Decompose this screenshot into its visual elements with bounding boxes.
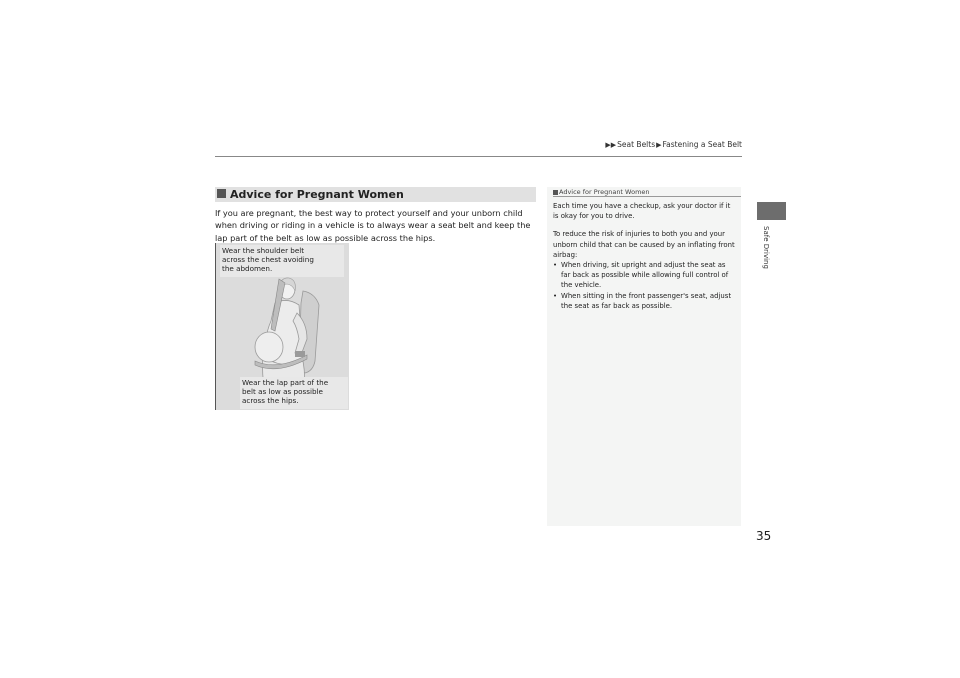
callout-lap-belt bbox=[240, 377, 348, 409]
note-divider bbox=[553, 196, 741, 197]
note-marker-icon bbox=[553, 190, 558, 195]
callout-line: the abdomen. bbox=[222, 264, 273, 273]
callout-shoulder-belt bbox=[220, 245, 344, 277]
note-title-text: Advice for Pregnant Women bbox=[559, 188, 650, 196]
note-bullet bbox=[553, 260, 737, 291]
breadcrumb-arrow-icon: ▶ bbox=[656, 141, 662, 149]
note-body bbox=[553, 201, 737, 311]
illustration-border bbox=[215, 243, 216, 410]
note-bullet bbox=[553, 291, 737, 311]
callout-line: across the chest avoiding bbox=[222, 255, 314, 264]
note-bullet-text: When sitting in the front passenger's seat, adjust the seat as far back as possible. bbox=[561, 291, 732, 310]
section-title: Advice for Pregnant Women bbox=[230, 188, 404, 201]
callout-line: Wear the lap part of the bbox=[242, 378, 329, 387]
note-paragraph: Each time you have a checkup, ask your doctor if it is okay for you to drive. bbox=[553, 202, 731, 221]
note-paragraph: To reduce the risk of injuries to both you and your unborn child that can be caused by an inflating front airbag: bbox=[553, 230, 735, 259]
note-bullet-text: When driving, sit upright and adjust the seat as far back as possible while allowing full control of the vehicle. bbox=[561, 261, 729, 290]
bullet-dot-icon: • bbox=[553, 261, 558, 270]
breadcrumb-item[interactable]: Fastening a Seat Belt bbox=[662, 140, 742, 149]
callout-line: Wear the shoulder belt bbox=[222, 246, 305, 255]
chapter-tab-label: Safe Driving bbox=[762, 226, 770, 269]
callout-line: belt as low as possible bbox=[242, 387, 323, 396]
breadcrumb-arrow-icon: ▶▶ bbox=[605, 141, 617, 149]
callout-line: across the hips. bbox=[242, 396, 299, 405]
page-number: 35 bbox=[756, 529, 772, 543]
body-paragraph: If you are pregnant, the best way to protect yourself and your unborn child when driving or riding in a vehicle is to always wear a seat belt and keep the lap part of the belt as low as possible across the hips. bbox=[215, 208, 531, 243]
note-title bbox=[553, 188, 650, 196]
header-divider bbox=[215, 156, 742, 157]
section-marker-icon bbox=[217, 189, 226, 198]
breadcrumb bbox=[0, 140, 742, 149]
pregnant-seatbelt-illustration bbox=[215, 243, 349, 410]
bullet-dot-icon: • bbox=[553, 291, 558, 300]
chapter-tab bbox=[757, 202, 786, 220]
breadcrumb-item[interactable]: Seat Belts bbox=[617, 140, 656, 149]
